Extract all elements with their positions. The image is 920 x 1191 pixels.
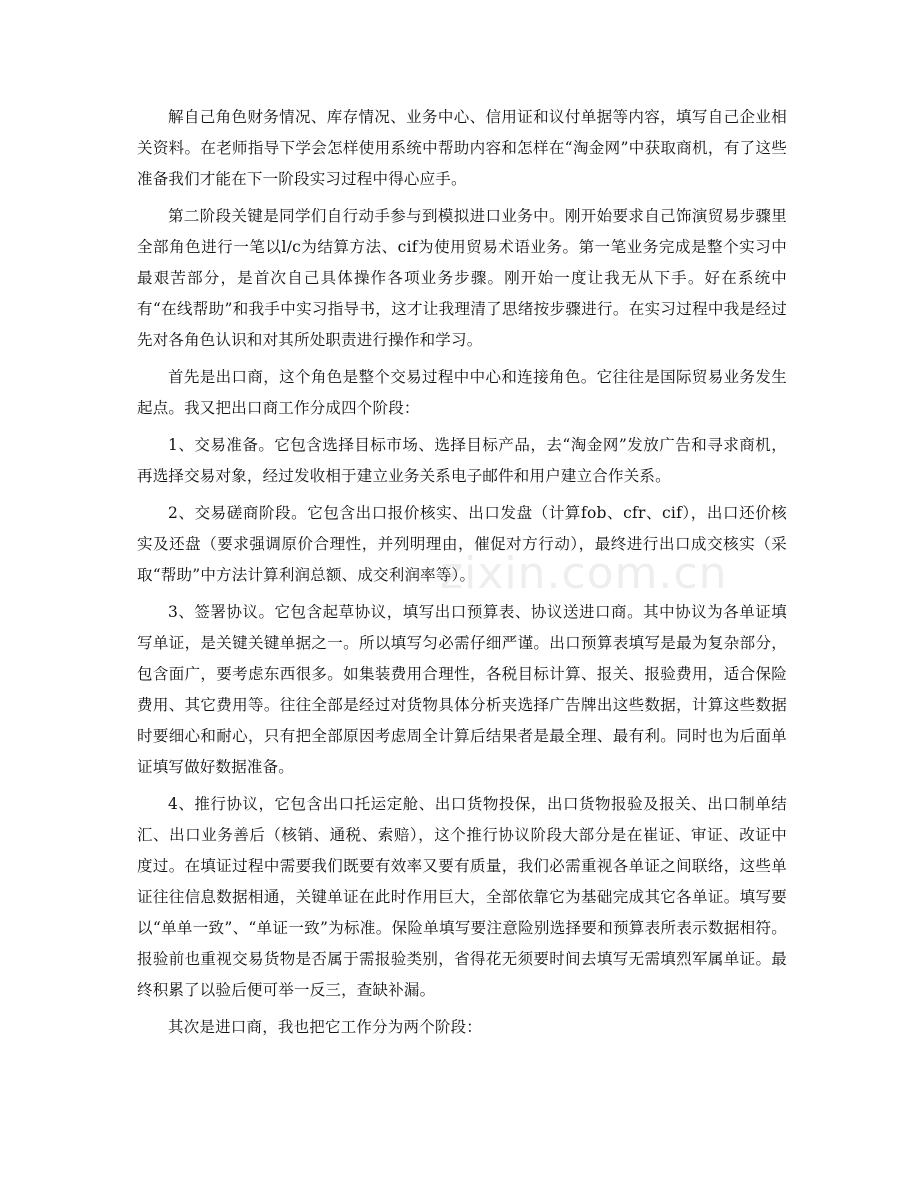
paragraph-1: 解自己角色财务情况、库存情况、业务中心、信用证和议付单据等内容，填写自己企业相关资料。在老师指导下学会怎样使用系统中帮助内容和怎样在“淘金网”中获取商机，有了这些准备我们才能在下一阶段实习过程中得心应手。 <box>137 108 787 188</box>
paragraph-5: 2、交易磋商阶段。它包含出口报价核实、出口发盘（计算fob、cfr、cif），出口还价核实及还盘（要求强调原价合理性，并列明理由，催促对方行动），最终进行出口成交核实（采取“帮助”中方法计算利润总额、成交利润率等）。 <box>137 504 787 584</box>
paragraph-8: 其次是进口商，我也把它工作分为两个阶段： <box>168 1018 483 1036</box>
paragraph-3: 首先是出口商，这个角色是整个交易过程中中心和连接角色。它往往是国际贸易业务发生起点。我又把出口商工作分成四个阶段： <box>137 368 787 417</box>
paragraph-2: 第二阶段关键是同学们自行动手参与到模拟进口业务中。刚开始要求自己饰演贸易步骤里全部角色进行一笔以l/c为结算方法、cif为使用贸易术语业务。第一笔业务完成是整个实习中最艰苦部分，是首次自己具体操作各项业务步骤。刚开始一度让我无从下手。好在系统中有“在线帮助”和我手中实习指导书，这才让我理清了思绪按步骤进行。在实习过程中我是经过先对各角色认识和对其所处职责进行操作和学习。 <box>137 207 787 349</box>
paragraph-4: 1、交易准备。它包含选择目标市场、选择目标产品，去“淘金网”发放广告和寻求商机，再选择交易对象，经过发收相于建立业务关系电子邮件和用户建立合作关系。 <box>137 436 787 485</box>
watermark: zixin.com.cn <box>440 548 728 599</box>
paragraph-6: 3、签署协议。它包含起草协议，填写出口预算表、协议送进口商。其中协议为各单证填写单证，是关键关键单据之一。所以填写匀必需仔细严谨。出口预算表填写是最为复杂部分，包含面广，要考虑东西很多。如集装费用合理性，各税目标计算、报关、报验费用，适合保险费用、其它费用等。往往全部是经过对货物具体分析夹选择广告牌出这些数据，计算这些数据时要细心和耐心，只有把全部原因考虑周全计算后结果者是最全理、最有利。同时也为后面单证填写做好数据准备。 <box>137 603 787 776</box>
document-body <box>137 102 787 1049</box>
paragraph-7: 4、推行协议，它包含出口托运定舱、出口货物投保，出口货物报验及报关、出口制单结汇、出口业务善后（核销、通税、索赔），这个推行协议阶段大部分是在崔证、审证、改证中度过。在填证过程中需要我们既要有效率又要有质量，我们必需重视各单证之间联络，这些单证往往信息数据相通，关键单证在此时作用巨大，全部依靠它为基础完成其它各单证。填写要以“单单一致”、“单证一致”为标准。保险单填写要注意险别选择要和预算表所表示数据相符。报验前也重视交易货物是否属于需报验类别，省得花无须要时间去填写无需填烈军属单证。最终积累了以验后便可举一反三，查缺补漏。 <box>137 795 787 999</box>
